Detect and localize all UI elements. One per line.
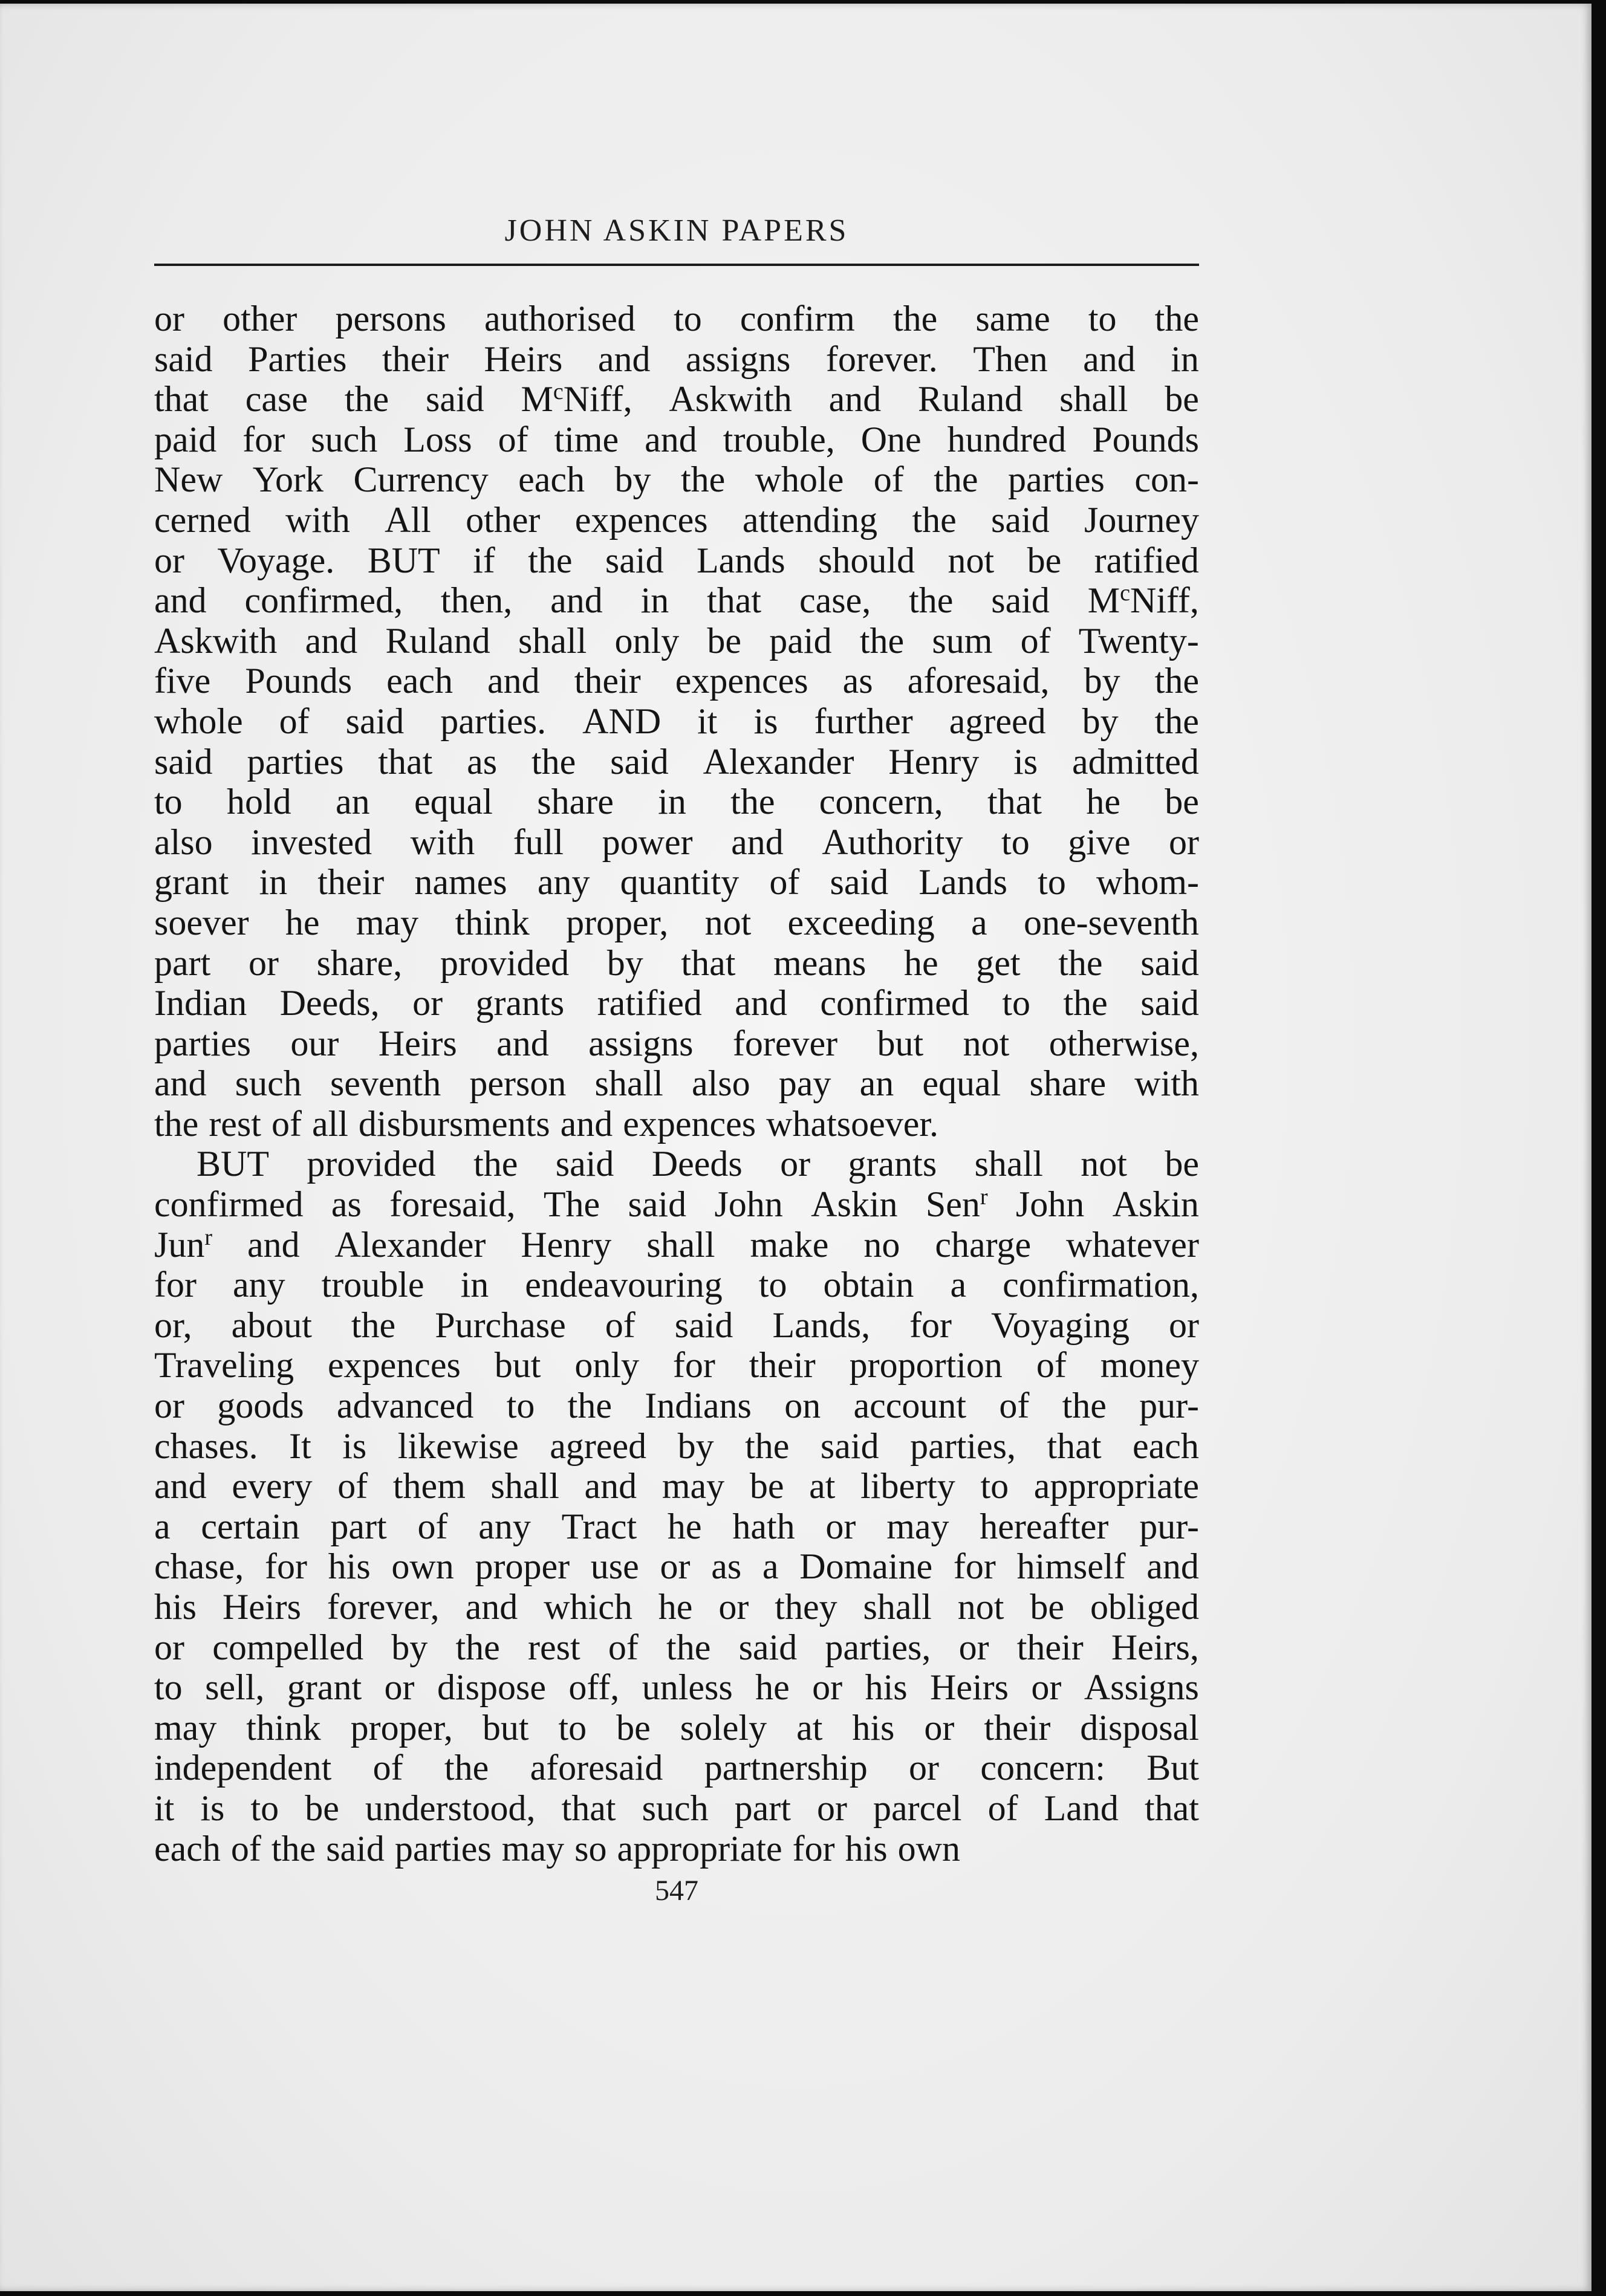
- text-line: or, about the Purchase of said Lands, for Voyaging or: [154, 1305, 1199, 1345]
- text-line: or other persons authorised to confirm the same to the: [154, 299, 1199, 339]
- body-text: [154, 299, 1199, 1869]
- text-line: Traveling expences but only for their proportion of money: [154, 1345, 1199, 1386]
- text-line: or goods advanced to the Indians on account of the pur-: [154, 1386, 1199, 1426]
- text-line: a certain part of any Tract he hath or may hereafter pur-: [154, 1506, 1199, 1546]
- text-line: and every of them shall and may be at liberty to appropriate: [154, 1466, 1199, 1506]
- text-line: Indian Deeds, or grants ratified and confirmed to the said: [154, 983, 1199, 1023]
- text-line: paid for such Loss of time and trouble, One hundred Pounds: [154, 419, 1199, 459]
- text-line: confirmed as foresaid, The said John Askin Sen$^r$ John Askin: [154, 1184, 1199, 1225]
- running-head: JOHN ASKIN PAPERS: [504, 213, 849, 248]
- text-line: grant in their names any quantity of said Lands to whom-: [154, 862, 1199, 903]
- text-line: chases. It is likewise agreed by the said parties, that each: [154, 1425, 1199, 1466]
- text-line: or Voyage. BUT if the said Lands should not be ratified: [154, 540, 1199, 580]
- text-line: Jun$^r$ and Alexander Henry shall make no charge whatever: [154, 1224, 1199, 1265]
- text-line: each of the said parties may so appropriate for his own: [154, 1828, 961, 1869]
- text-line: chase, for his own proper use or as a Domaine for himself and: [154, 1546, 1199, 1587]
- text-line: Askwith and Ruland shall only be paid the sum of Twenty-: [154, 620, 1199, 661]
- text-line: the rest of all disbursments and expences whatsoever.: [154, 1103, 939, 1144]
- text-line: parties our Heirs and assigns forever but not otherwise,: [154, 1023, 1199, 1063]
- text-line: and confirmed, then, and in that case, the said $M^cNiff$,: [154, 580, 1199, 621]
- text-line: New York Currency each by the whole of the parties con-: [154, 459, 1199, 500]
- text-line: said parties that as the said Alexander Henry is admitted: [154, 741, 1199, 782]
- page-number: 547: [655, 1875, 698, 1907]
- text-line: independent of the aforesaid partnership or concern: But: [154, 1748, 1199, 1788]
- text-line: said Parties their Heirs and assigns forever. Then and in: [154, 339, 1199, 379]
- text-line: that case the said $M^cNiff$, Askwith and Ruland shall be: [154, 379, 1199, 420]
- text-line: five Pounds each and their expences as aforesaid, by the: [154, 661, 1199, 701]
- text-line: whole of said parties. AND it is further agreed by the: [154, 701, 1199, 741]
- text-line: cerned with All other expences attending the said Journey: [154, 499, 1199, 540]
- text-line: may think proper, but to be solely at his or their disposal: [154, 1707, 1199, 1748]
- header-rule: [154, 264, 1199, 266]
- text-line: or compelled by the rest of the said parties, or their Heirs,: [154, 1627, 1199, 1667]
- text-line: to sell, grant or dispose off, unless he or his Heirs or Assigns: [154, 1667, 1199, 1708]
- book-page: [0, 4, 1591, 2291]
- text-line: it is to be understood, that such part or parcel of Land that: [154, 1788, 1199, 1828]
- text-line: for any trouble in endeavouring to obtain a confirmation,: [154, 1265, 1199, 1305]
- text-line: soever he may think proper, not exceeding a one-seventh: [154, 902, 1199, 942]
- text-line: also invested with full power and Authority to give or: [154, 822, 1199, 862]
- text-line: and such seventh person shall also pay an equal share with: [154, 1063, 1199, 1104]
- text-line: to hold an equal share in the concern, that he be: [154, 782, 1199, 822]
- text-line: part or share, provided by that means he get the said: [154, 942, 1199, 983]
- text-line: his Heirs forever, and which he or they shall not be obliged: [154, 1587, 1199, 1627]
- text-line: BUT provided the said Deeds or grants shall not be: [197, 1144, 1199, 1184]
